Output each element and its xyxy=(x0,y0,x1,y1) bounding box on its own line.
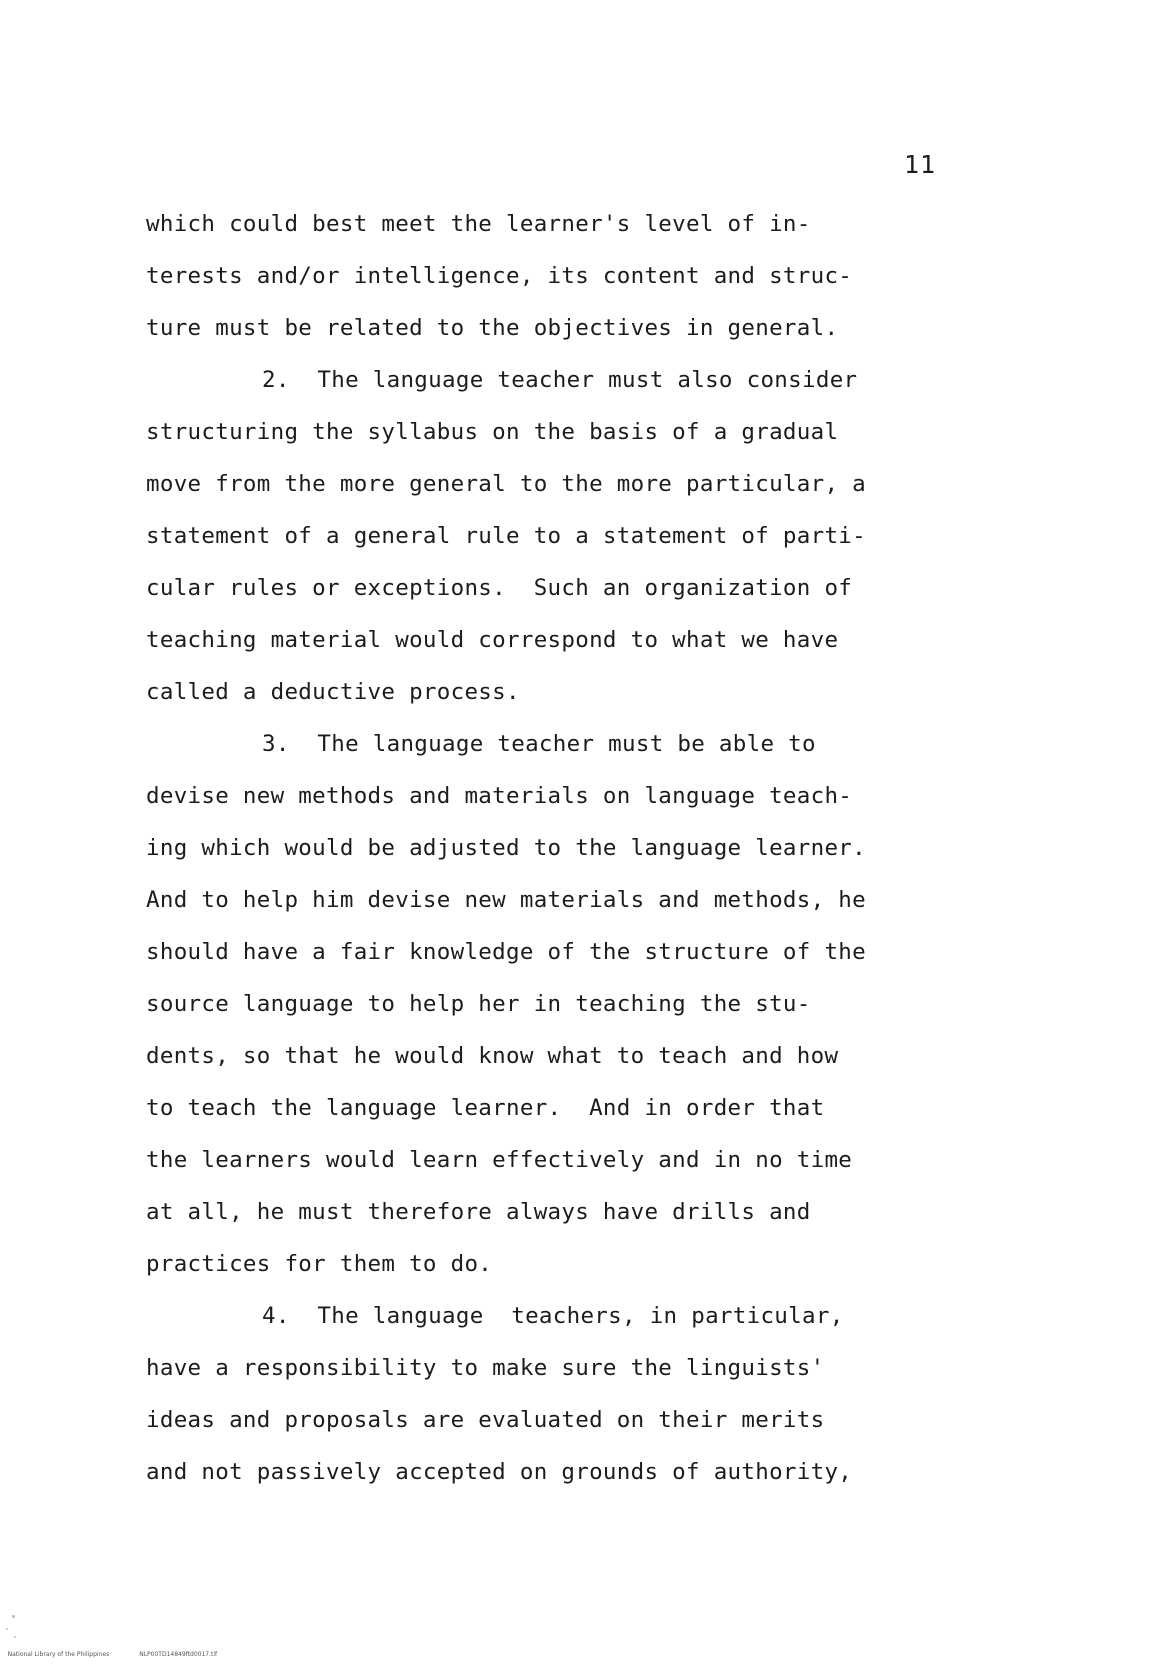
page-number: 11 xyxy=(904,150,937,179)
text-line: ture must be related to the objectives in general. xyxy=(146,315,839,341)
scan-footer xyxy=(0,1644,247,1665)
text-line: should have a fair knowledge of the structure of the xyxy=(146,939,866,965)
text-line: source language to help her in teaching the stu- xyxy=(146,991,811,1017)
text-line: terests and/or intelligence, its content and struc- xyxy=(146,263,853,289)
text-line: and not passively accepted on grounds of authority, xyxy=(146,1459,853,1485)
text-line: which could best meet the learner's level of in- xyxy=(146,211,811,237)
scan-speck xyxy=(6,1628,8,1630)
text-line: practices for them to do. xyxy=(146,1251,493,1277)
text-line: called a deductive process. xyxy=(146,679,520,705)
text-line: the learners would learn effectively and in no time xyxy=(146,1147,853,1173)
text-line: 2. The language teacher must also consider xyxy=(262,367,858,393)
text-line: ing which would be adjusted to the language learner. xyxy=(146,835,866,861)
text-line: ideas and proposals are evaluated on their merits xyxy=(146,1407,825,1433)
text-line: to teach the language learner. And in order that xyxy=(146,1095,825,1121)
text-line: at all, he must therefore always have drills and xyxy=(146,1199,811,1225)
footer-file: NLP00TD14849ftd0017.tif xyxy=(139,1651,218,1658)
text-line: And to help him devise new materials and methods, he xyxy=(146,887,866,913)
body-text xyxy=(146,198,946,1498)
text-line: statement of a general rule to a statement of parti- xyxy=(146,523,866,549)
text-line: 4. The language teachers, in particular, xyxy=(262,1303,844,1329)
text-line: have a responsibility to make sure the linguists' xyxy=(146,1355,825,1381)
scan-speck xyxy=(12,1615,15,1618)
scan-speck xyxy=(14,1636,16,1638)
text-line: devise new methods and materials on language teach- xyxy=(146,783,853,809)
text-line: dents, so that he would know what to teach and how xyxy=(146,1043,839,1069)
footer-library: National Library of the Philippines xyxy=(7,1651,110,1658)
text-line: cular rules or exceptions. Such an organization of xyxy=(146,575,853,601)
text-line: move from the more general to the more particular, a xyxy=(146,471,866,497)
text-line: structuring the syllabus on the basis of a gradual xyxy=(146,419,839,445)
text-line: 3. The language teacher must be able to xyxy=(262,731,816,757)
text-line: teaching material would correspond to what we have xyxy=(146,627,839,653)
